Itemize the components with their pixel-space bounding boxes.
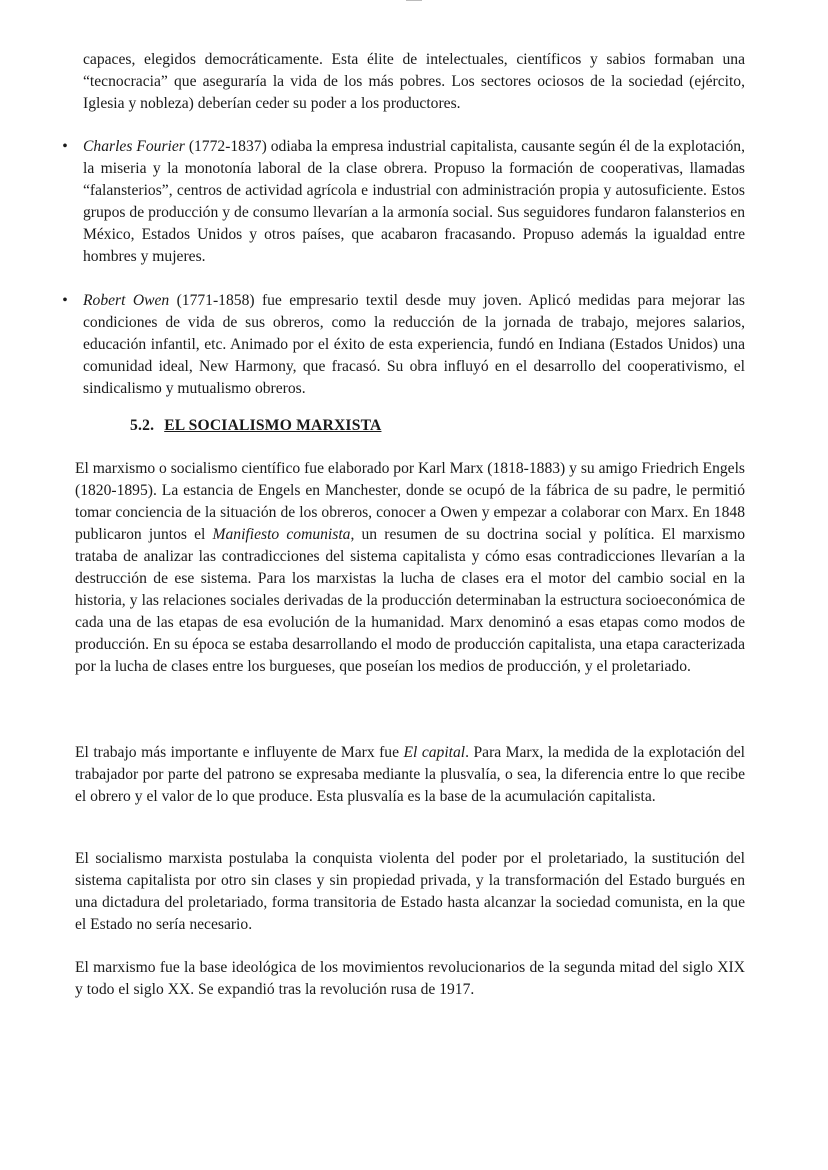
bullet-marker: • xyxy=(62,292,68,309)
paragraph-text: . Para Marx, la medida de la explotación del trabajador por parte del patrono se expresaba mediante la plusvalía, o sea, la diferencia entre lo que recibe el obrero y el valor de lo que produce. Esta plusvalía es la base de la acumulación capitalista. xyxy=(75,744,745,805)
bullet-text xyxy=(83,136,745,268)
book-title: El capital xyxy=(403,744,466,761)
paragraph-el-capital xyxy=(75,742,745,808)
paragraph-marxist-socialism: El socialismo marxista postulaba la conquista violenta del poder por el proletariado, la sustitución del sistema capitalista por otro sin clases y sin propiedad privada, y la transformación del Estado burgués en una dictadura del proletariado, forma transitoria de Estado hasta alcanzar la sociedad comunista, en la que el Estado no sería necesario. xyxy=(75,850,745,933)
paragraph-text: El marxismo o socialismo científico fue elaborado por Karl Marx (1818-1883) y su amigo Friedrich Engels (1820-1895). La estancia de Engels en Manchester, donde se ocupó de la fábrica de su padre, le permitió tomar conciencia de la situación de los obreros, conocer a Owen y empezar a colaborar con Marx. En 1848 publicaron juntos el xyxy=(75,460,745,543)
section-heading xyxy=(130,415,381,437)
bullet-marker: • xyxy=(62,138,68,155)
bullet-body: (1772-1837) odiaba la empresa industrial capitalista, causante según él de la explotación, la miseria y la monotonía laboral de la clase obrera. Propuso la formación de cooperativas, llamadas “falansterios”, centros de actividad agrícola e industrial con administración propia y autosuficiente. Estos grupos de producción y de consumo llevarían a la armonía social. Sus seguidores fundaron falansterios en México, Estados Unidos y otros países, que acabaron fracasando. Propuso además la igualdad entre hombres y mujeres. xyxy=(83,138,746,265)
paragraph-ideological-base: El marxismo fue la base ideológica de los movimientos revolucionarios de la segunda mitad del siglo XIX y todo el siglo XX. Se expandió tras la revolución rusa de 1917. xyxy=(75,959,745,998)
book-title: Manifiesto comunista xyxy=(212,526,351,543)
continuation-paragraph: capaces, elegidos democráticamente. Esta élite de intelectuales, científicos y sabios formaban una “tecnocracia” que aseguraría la vida de los más pobres. Los sectores ociosos de la sociedad (ejército, Iglesia y nobleza) deberían ceder su poder a los productores. xyxy=(83,51,745,112)
paragraph-text: El trabajo más importante e influyente de Marx fue xyxy=(75,744,404,761)
section-number: 5.2. xyxy=(130,417,155,434)
page-top-mark xyxy=(406,0,422,1)
bullet-body: (1771-1858) fue empresario textil desde muy joven. Aplicó medidas para mejorar las condiciones de vida de sus obreros, como la reducción de la jornada de trabajo, mejores salarios, educación infantil, etc. Animado por el éxito de esta experiencia, fundó en Indiana (Estados Unidos) una comunidad ideal, New Harmony, que fracasó. Su obra influyó en el desarrollo del cooperativismo, el sindicalismo y mutualismo obreros. xyxy=(83,292,745,397)
section-title: EL SOCIALISMO MARXISTA xyxy=(164,417,382,434)
bullet-person-name: Robert Owen xyxy=(83,292,170,309)
paragraph-text: , un resumen de su doctrina social y política. El marxismo trataba de analizar las contradicciones del sistema capitalista y cómo esas contradicciones llevarían a la destrucción de ese sistema. Para los marxistas la lucha de clases era el motor del cambio social en la historia, y las relaciones sociales derivadas de la producción determinaban la estructura socioeconómica de cada una de las etapas de esa evolución de la humanidad. Marx denominó a esas etapas como modos de producción. En su época se estaba desarrollando el modo de producción capitalista, una etapa caracterizada por la lucha de clases entre los burgueses, que poseían los medios de producción, y el proletariado. xyxy=(75,526,745,675)
bullet-person-name: Charles Fourier xyxy=(83,138,185,155)
bullet-item-owen xyxy=(62,290,745,400)
bullet-text xyxy=(83,290,745,400)
paragraph-marxism-origin xyxy=(75,458,745,678)
bullet-item-fourier xyxy=(62,136,746,268)
